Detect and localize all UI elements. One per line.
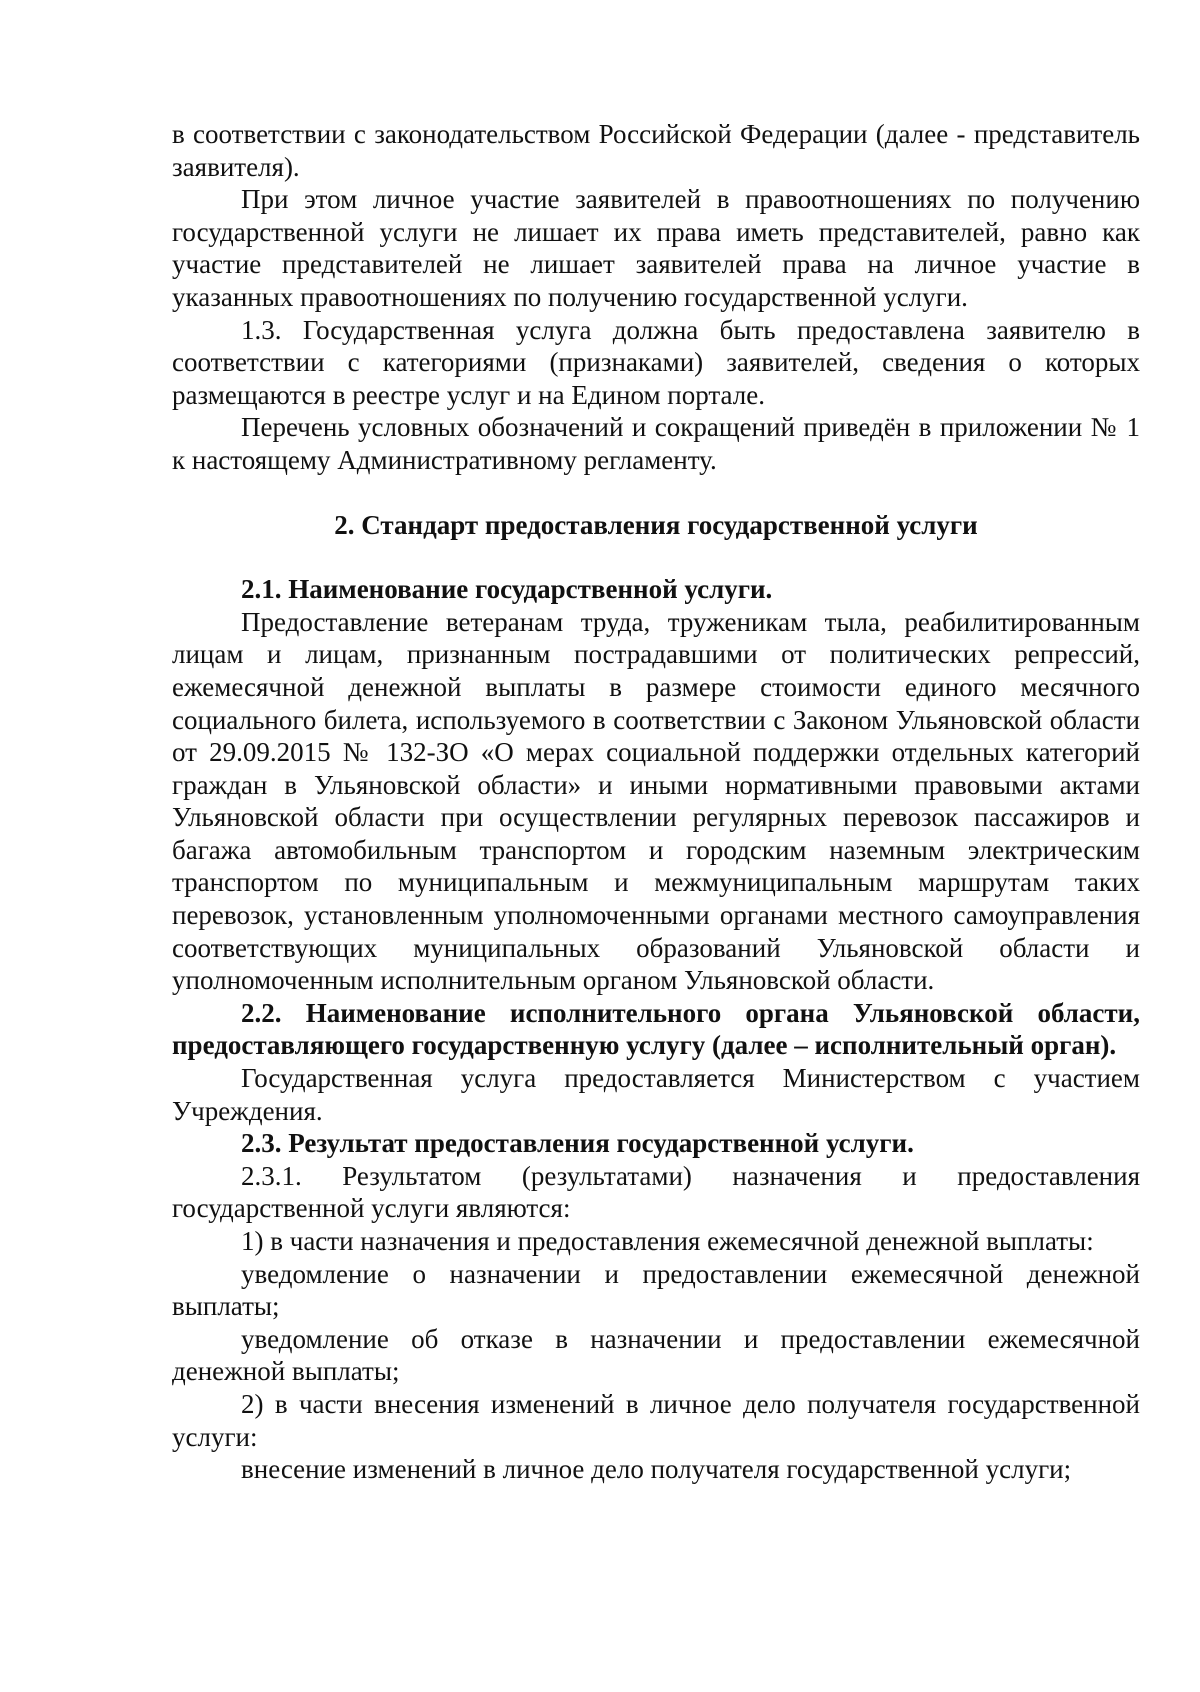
paragraph-2-2: Государственная услуга предоставляется Министерством с участием Учреждения. (172, 1063, 1140, 1126)
paragraph-representative: в соответствии с законодательством Российской Федерации (далее - представитель заявителя). (172, 119, 1140, 182)
paragraph-item-1: 1) в части назначения и предоставления ежемесячной денежной выплаты: (241, 1226, 1094, 1256)
paragraph-1-3: 1.3. Государственная услуга должна быть предоставлена заявителю в соответствии с категориями (признаками) заявителей, сведения о которых размещаются в реестре услуг и на Едином портале. (172, 314, 1140, 410)
paragraph-item-2: 2) в части внесения изменений в личное дело получателя государственной услуги: (172, 1388, 1140, 1452)
paragraph-notice-grant: уведомление о назначении и предоставлении ежемесячной денежной выплаты; (172, 1258, 1140, 1322)
document-page (172, 118, 1140, 1486)
paragraph-changes: внесение изменений в личное дело получателя государственной услуги; (241, 1454, 1072, 1485)
heading-2-2: 2.2. Наименование исполнительного органа Ульяновской области, предоставляющего государственную услугу (далее – исполнительный орган). (172, 997, 1140, 1061)
paragraph-abbreviations: Перечень условных обозначений и сокращений приведён в приложении № 1 к настоящему Административному регламенту. (172, 412, 1140, 475)
paragraph-personal-participation: При этом личное участие заявителей в правоотношениях по получению государственной услуги не лишает их права иметь представителей, равно как участие представителей не лишает заявителей права на личное участие в указанных правоотношениях по получению государственной услуги. (172, 184, 1140, 312)
paragraph-2-3-1: 2.3.1. Результатом (результатами) назначения и предоставления государственной услуги являются: (172, 1160, 1140, 1224)
heading-2-3: 2.3. Результат предоставления государственной услуги. (241, 1128, 914, 1159)
heading-2-1: 2.1. Наименование государственной услуги. (241, 574, 773, 605)
paragraph-2-1: Предоставление ветеранам труда, труженикам тыла, реабилитированным лицам и лицам, признанным пострадавшими от политических репрессий, ежемесячной денежной выплаты в размере стоимости единого месячного социального билета, используемого в соответствии с Законом Ульяновской области от 29.09.2015 № 132-ЗО «О мерах социальной поддержки отдельных категорий граждан в Ульяновской области» и иными нормативными правовыми актами Ульяновской области при осуществлении регулярных перевозок пассажиров и багажа автомобильным транспортом и городским наземным электрическим транспортом по муниципальным и межмуниципальным маршрутам таких перевозок, установленным уполномоченными органами местного самоуправления соответствующих муниципальных образований Ульяновской области и уполномоченным исполнительным органом Ульяновской области. (172, 606, 1140, 996)
section-title: 2. Стандарт предоставления государственной услуги (334, 509, 978, 540)
paragraph-notice-refusal: уведомление об отказе в назначении и предоставлении ежемесячной денежной выплаты; (172, 1323, 1140, 1387)
